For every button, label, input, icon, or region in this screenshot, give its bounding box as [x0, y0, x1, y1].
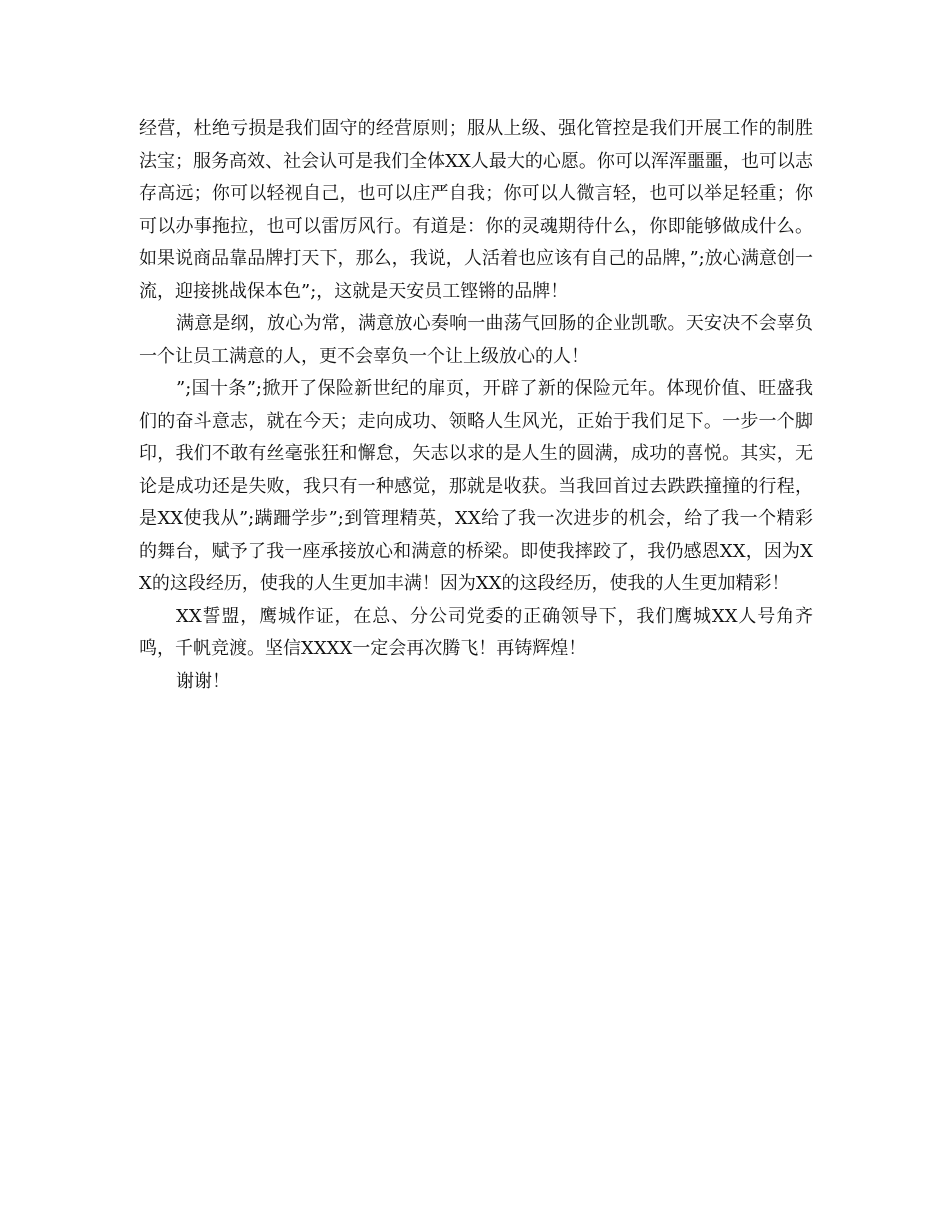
document-body — [139, 113, 813, 698]
paragraph-2: 满意是纲，放心为常，满意放心奏响一曲荡气回肠的企业凯歌。天安决不会辜负一个让员工满意的人，更不会辜负一个让上级放心的人！ — [139, 313, 813, 367]
paragraph-3: ”;国十条”;掀开了保险新世纪的扉页，开辟了新的保险元年。体现价值、旺盛我们的奋斗意志，就在今天；走向成功、领略人生风光，正始于我们足下。一步一个脚印，我们不敢有丝毫张狂和懈怠，矢志以求的是人生的圆满，成功的喜悦。其实，无论是成功还是失败，我只有一种感觉，那就是收获。当我回首过去跌跌撞撞的行程，是XX使我从”;蹒跚学步”;到管理精英，XX给了我一次进步的机会，给了我一个精彩的舞台，赋予了我一座承接放心和满意的桥梁。即使我摔跤了，我仍感恩XX，因为XX的这段经历，使我的人生更加丰满！因为XX的这段经历，使我的人生更加精彩！ — [139, 378, 813, 594]
paragraph-4: XX誓盟，鹰城作证，在总、分公司党委的正确领导下，我们鹰城XX人号角齐鸣，千帆竞渡。坚信XXXX一定会再次腾飞！再铸辉煌！ — [139, 605, 813, 659]
paragraph-1: 经营，杜绝亏损是我们固守的经营原则；服从上级、强化管控是我们开展工作的制胜法宝；服务高效、社会认可是我们全体XX人最大的心愿。你可以浑浑噩噩，也可以志存高远；你可以轻视自己，也可以庄严自我；你可以人微言轻，也可以举足轻重；你可以办事拖拉，也可以雷厉风行。有道是：你的灵魂期待什么，你即能够做成什么。如果说商品靠品牌打天下，那么，我说，人活着也应该有自己的品牌，”;放心满意创一流，迎接挑战保本色”;，这就是天安员工铿锵的品牌！ — [139, 118, 813, 302]
paragraph-5: 谢谢！ — [176, 670, 230, 692]
